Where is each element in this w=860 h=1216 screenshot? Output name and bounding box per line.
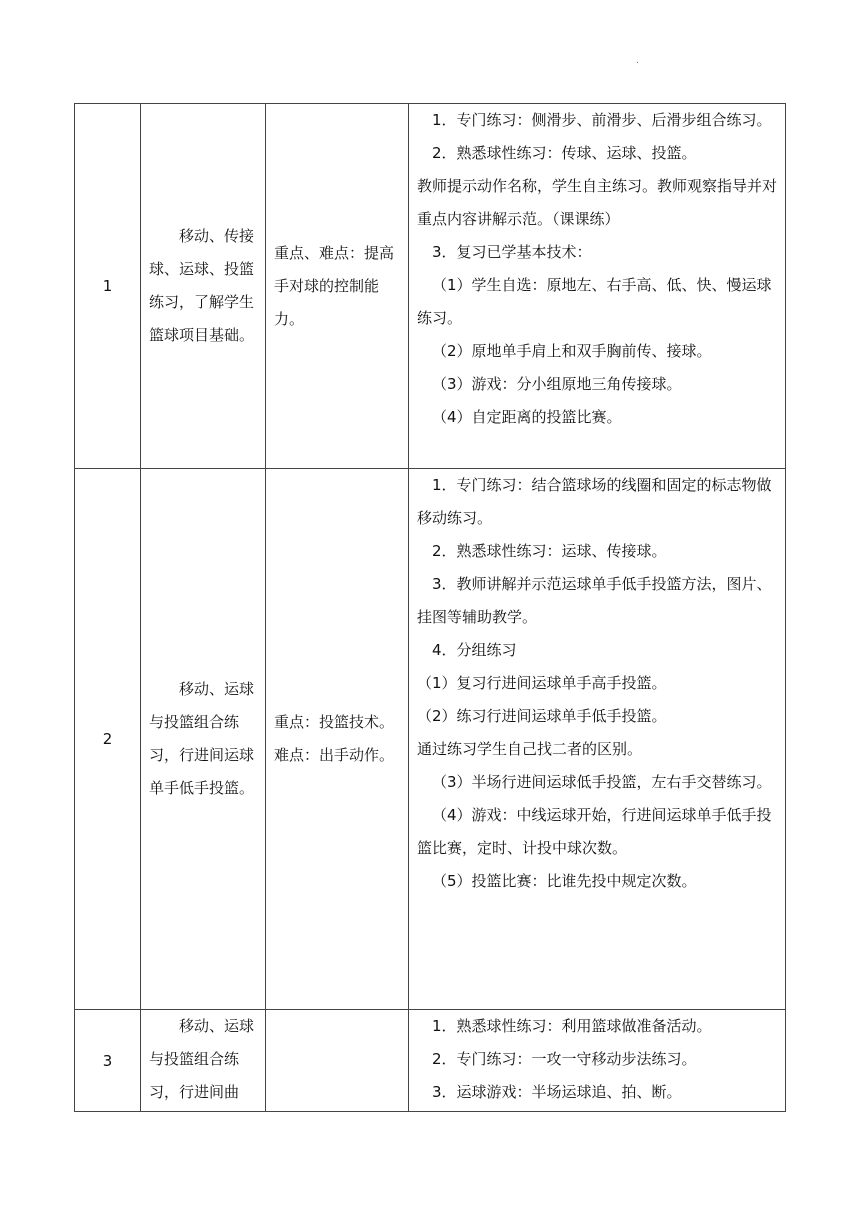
key-points-line: 难点：出手动作。 [274, 746, 395, 764]
process-line: （3）半场行进间运球低手投篮，左右手交替练习。 [432, 773, 772, 791]
lesson-content [141, 469, 266, 1010]
lesson-process [409, 1010, 786, 1112]
lesson-content [141, 104, 266, 469]
key-points-text: 重点、难点：提高手对球的控制能力。 [274, 243, 395, 328]
process-line: 3．运球游戏：半场运球追、拍、断。 [432, 1083, 682, 1101]
process-line: （3）游戏：分小组原地三角传接球。 [432, 375, 682, 393]
lesson-plan-table [74, 103, 786, 1112]
process-line: 2．专门练习：一攻一守移动步法练习。 [432, 1050, 697, 1068]
lesson-key-points [266, 104, 409, 469]
process-line: （1）复习行进间运球单手高手投篮。 [417, 674, 667, 692]
table-row [75, 469, 786, 1010]
process-line: 1．专门练习：结合篮球场的线圈和固定的标志物做移动练习。 [417, 476, 772, 527]
lesson-content-text: 移动、运球与投篮组合练习，行进间曲 [149, 1017, 255, 1101]
process-line: 3．复习已学基本技术： [432, 243, 592, 261]
process-line: 2．熟悉球性练习：传球、运球、投篮。 [432, 144, 697, 162]
process-line: （2）原地单手肩上和双手胸前传、接球。 [432, 342, 712, 360]
process-line: （4）自定距离的投篮比赛。 [432, 408, 622, 426]
process-line: 1．熟悉球性练习：利用篮球做准备活动。 [432, 1017, 712, 1035]
lesson-content-text: 移动、运球与投篮组合练习，行进间运球单手低手投篮。 [149, 680, 255, 797]
process-line: 通过练习学生自己找二者的区别。 [417, 740, 643, 758]
process-line: （1）学生自选：原地左、右手高、低、快、慢运球练习。 [417, 276, 772, 327]
process-line: （4）游戏：中线运球开始，行进间运球单手低手投篮比赛，定时、计投中球次数。 [417, 806, 772, 857]
lesson-process [409, 104, 786, 469]
process-line: 3．教师讲解并示范运球单手低手投篮方法，图片、挂图等辅助教学。 [417, 575, 772, 626]
lesson-key-points [266, 469, 409, 1010]
lesson-number: 2 [75, 469, 141, 1010]
lesson-number: 1 [75, 104, 141, 469]
process-line: 4．分组练习 [432, 641, 517, 659]
process-line: 2．熟悉球性练习：运球、传接球。 [432, 542, 667, 560]
process-line: 教师提示动作名称，学生自主练习。教师观察指导并对重点内容讲解示范。（课课练） [417, 177, 778, 228]
table-row [75, 104, 786, 469]
lesson-number: 3 [75, 1010, 141, 1112]
key-points-line: 重点：投篮技术。 [274, 713, 395, 731]
process-line: 1．专门练习：侧滑步、前滑步、后滑步组合练习。 [432, 111, 772, 129]
process-line: （2）练习行进间运球单手低手投篮。 [417, 707, 667, 725]
lesson-process [409, 469, 786, 1010]
lesson-content-text: 移动、传接球、运球、投篮练习，了解学生篮球项目基础。 [149, 227, 255, 344]
lesson-key-points [266, 1010, 409, 1112]
table-row [75, 1010, 786, 1112]
header-mark: . [636, 56, 639, 66]
process-line: （5）投篮比赛：比谁先投中规定次数。 [432, 872, 697, 890]
lesson-content [141, 1010, 266, 1112]
